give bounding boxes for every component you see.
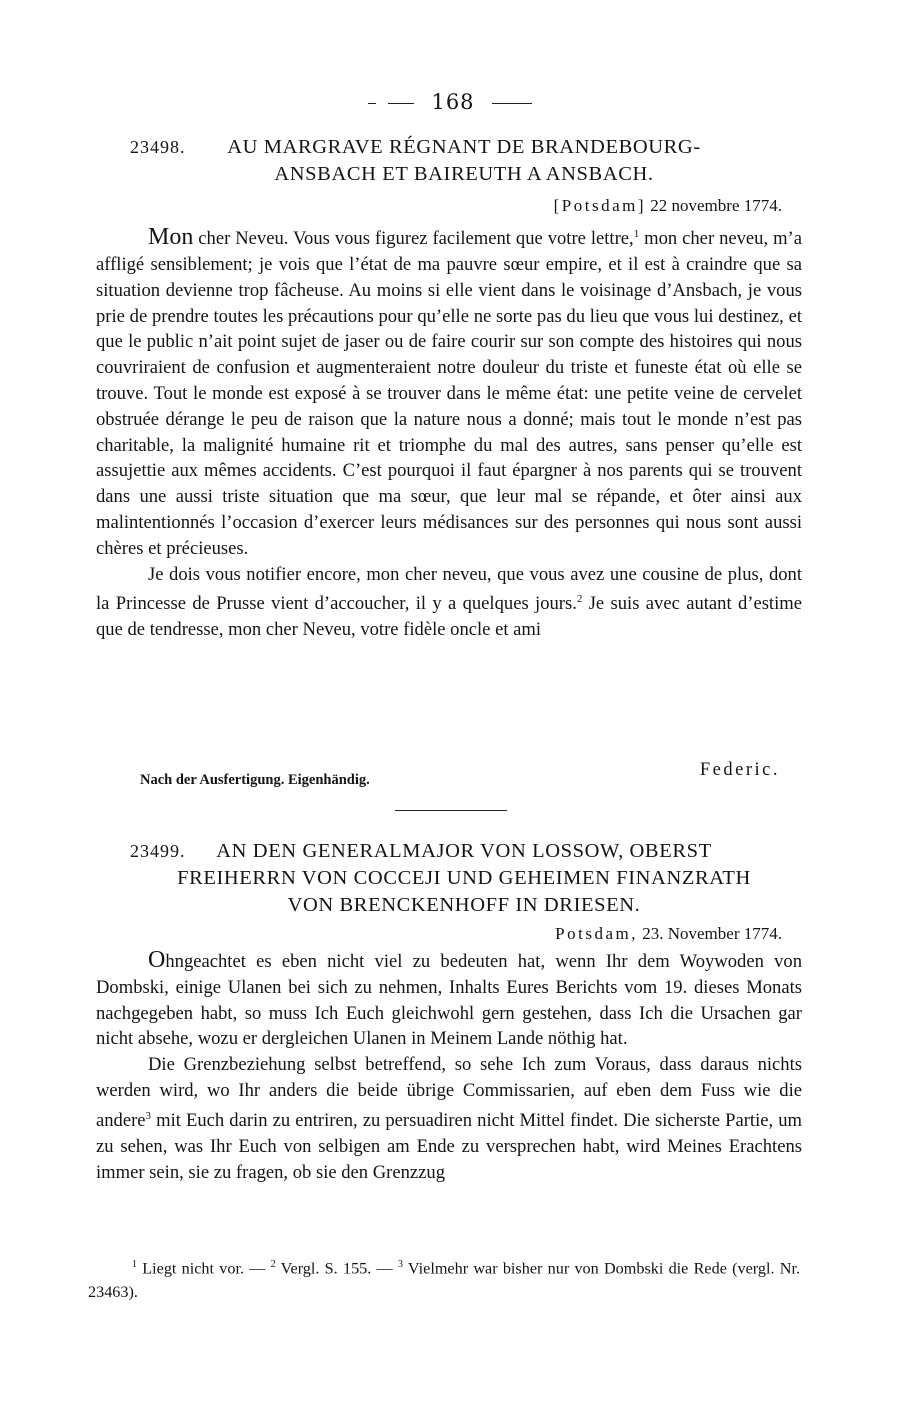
- letter1-source-note: Nach der Ausfertigung. Eigenhändig.: [140, 772, 370, 788]
- letter2-initial: O: [148, 947, 166, 973]
- letter1-dateline: [554, 196, 782, 216]
- footnote-text-1: Liegt nicht vor. —: [137, 1259, 271, 1278]
- letter2-title-line1: AN DEN GENERALMAJOR VON LOSSOW, OBERST: [216, 840, 712, 862]
- page-number: 168: [431, 90, 475, 114]
- letter1-salutation: Mon: [148, 224, 194, 251]
- footnote-ref-1: 1: [633, 228, 640, 240]
- letter2-number: 23499.: [130, 841, 186, 861]
- footnote-text-3: Vielmehr war bisher nur von Dombski die Rede (vergl. Nr. 23463).: [88, 1259, 800, 1302]
- letter1-place: [Potsdam]: [553, 196, 647, 215]
- letter1-title-line2: ANSBACH ET BAIREUTH A ANSBACH.: [274, 163, 654, 185]
- letter2-body: [96, 948, 802, 1185]
- letter2-paragraph-1: Ohngeachtet es eben nicht viel zu bedeuten hat, wenn Ihr dem Woywoden von Dombski, einige Ulanen bei sich zu nehmen, Inhalts Eures Berichts vom 19. dieses Monats nachgegeben habt, so muss Ich Euch gleichwohl gern gestehen, dass Ich die Ursachen gar nicht absehe, wozu er dergleichen Ulanen in Meinem Lande nöthig hat.: [96, 947, 802, 1050]
- header-dash-right: [492, 103, 532, 104]
- footnote-number-3: 3: [397, 1259, 403, 1270]
- header-dash-left: [388, 103, 414, 104]
- footnote-line: [88, 1253, 800, 1304]
- letter1-title-line1: AU MARGRAVE RÉGNANT DE BRANDEBOURG-: [227, 136, 701, 158]
- letter2-heading: [100, 838, 800, 919]
- footnote-number-1: 1: [132, 1259, 137, 1270]
- letter2-place: Potsdam,: [555, 924, 638, 943]
- letter1-signature: Federic.: [699, 760, 780, 780]
- footnote-text-2: Vergl. S. 155. —: [275, 1259, 398, 1278]
- letter2-title-line3: VON BRENCKENHOFF IN DRIESEN.: [287, 894, 641, 916]
- section-divider: [395, 810, 507, 811]
- page-header: [0, 90, 900, 114]
- letter2-date: 23. November 1774.: [642, 924, 782, 943]
- letter1-heading: [100, 134, 800, 188]
- letter2-dateline: [555, 924, 782, 944]
- letter1-number: 23498.: [130, 137, 186, 157]
- header-dash-left-short: [368, 103, 376, 104]
- footnotes: [88, 1253, 800, 1304]
- footnote-ref-3: 3: [145, 1109, 152, 1122]
- letter2-paragraph-2: Die Grenzbeziehung selbst betreffend, so sehe Ich zum Voraus, dass daraus nichts werden wird, wo Ihr anders die beide übrige Commissarien, auf eben dem Fuss wie die andere$^3$ mit Euch darin zu entriren, zu persuadiren nicht Mittel findet. Die sicherste Partie, um zu sehen, was Ihr Euch von selbigen am Ende zu versprechen habt, wird Meines Erachtens immer sein, sie zu fragen, ob sie den Grenzzug: [96, 1054, 802, 1183]
- letter1-body: [96, 222, 802, 643]
- letter1-paragraph-2: Je dois vous notifier encore, mon cher neveu, que vous avez une cousine de plus, dont la Princesse de Prusse vient d’accoucher, il y a quelques jours.$^2$ Je suis avec autant d’estime que de tendresse, mon cher Neveu, votre fidèle oncle et ami: [96, 563, 802, 641]
- letter1-date: 22 novembre 1774.: [650, 196, 782, 215]
- letter1-paragraph-1: Mon cher Neveu. Vous vous figurez facilement que votre lettre,$^1$ mon cher neveu, m’a affligé sensiblement; je vois que l’état de ma pauvre sœur empire, et il est à craindre que sa situation devienne trop fâcheuse. Au moins si elle vient dans le voisinage d’Ansbach, je vous prie de prendre toutes les précautions pour qu’elle ne sorte pas du lieu que vous lui destinez, et que le public n’ait point sujet de jaser ou de faire courir sur son compte des histoires qui nous couvriraient de confusion et augmenteraient notre douleur du triste et funeste état où elle se trouve. Tout le monde est exposé à se trouver dans le même état: une petite veine de cervelet obstruée dérange le peu de raison que la nature nous a donné; mais tout le monde n’est pas charitable, la malignité humaine rit et triomphe du mal des autres, sans penser qu’elle est assujettie aux mêmes accidents. C’est pourquoi il faut épargner à nos parents qui se trouvent dans une aussi triste situation que ma sœur, que leur mal se répande, et ôter ainsi aux malintentionnés l’occasion d’exercer leurs médisances sur des personnes qui nous sont aussi chères et précieuses.: [96, 224, 802, 559]
- footnote-number-2: 2: [270, 1259, 276, 1270]
- letter2-title-line2: FREIHERRN VON COCCEJI UND GEHEIMEN FINANZRATH: [177, 867, 751, 889]
- footnote-ref-2: 2: [576, 593, 583, 606]
